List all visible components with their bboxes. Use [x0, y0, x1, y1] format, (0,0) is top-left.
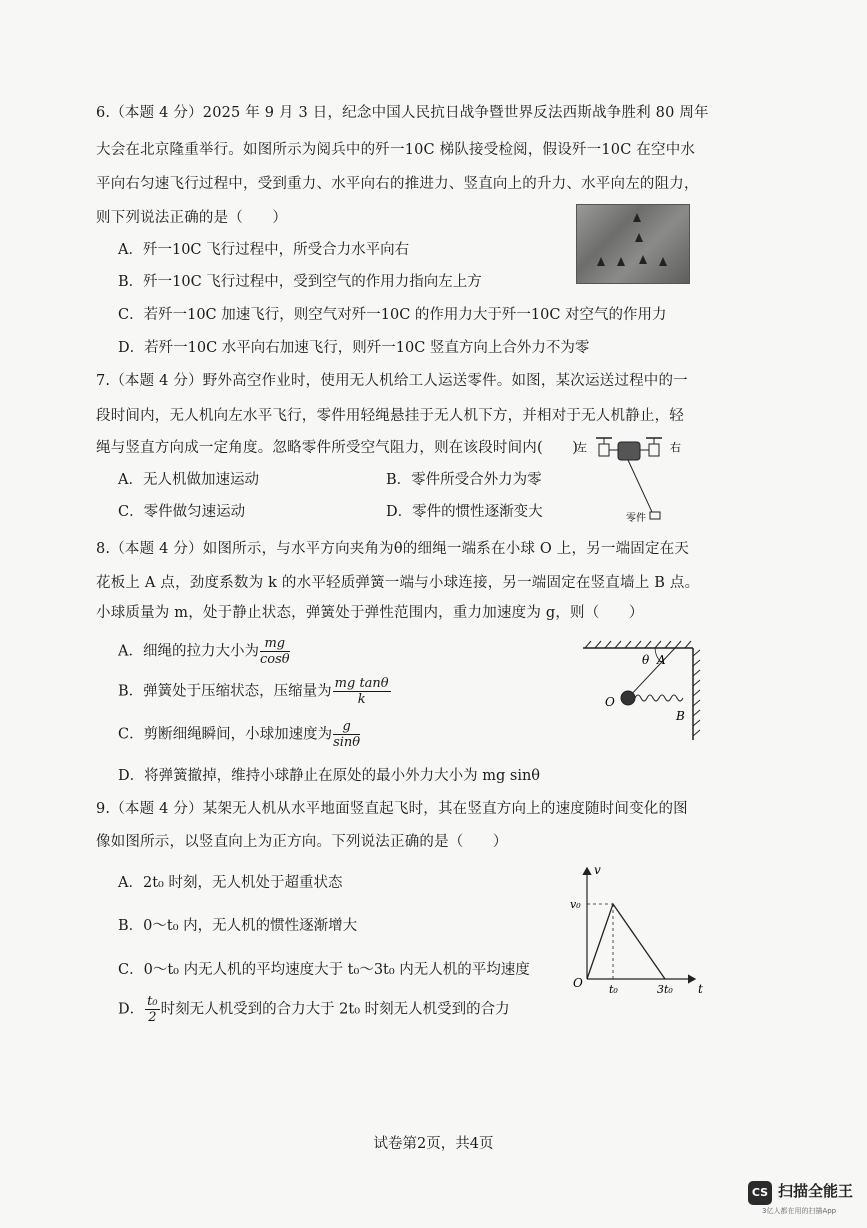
q9-line-2: 像如图所示，以竖直向上为正方向。下列说法正确的是（ ） — [96, 834, 508, 850]
fig-left-label: 左 — [576, 441, 587, 454]
point-b-label: B — [676, 709, 685, 723]
j10c-formation-photo — [576, 204, 690, 284]
camscanner-name: 扫描全能王 — [778, 1182, 854, 1200]
q6-option-b: B．歼一10C 飞行过程中，受到空气的作用力指向左上方 — [118, 274, 482, 290]
q8-option-c: C．剪断细绳瞬间，小球加速度为 $\frac{g}{\sin\theta}$ — [118, 719, 361, 750]
q7-option-a: A．无人机做加速运动 — [118, 472, 259, 488]
q9-option-c: C．0～t₀ 内无人机的平均速度大于 t₀～3t₀ 内无人机的平均速度 — [118, 962, 530, 978]
velocity-time-chart — [565, 860, 715, 1000]
q8-line-2: 花板上 A 点，劲度系数为 k 的水平轻质弹簧一端与小球连接，另一端固定在竖直墙上 B 点。 — [96, 575, 700, 591]
point-a-label: A — [657, 653, 666, 667]
t-axis-label: t — [698, 982, 703, 996]
q8-option-d: D．将弹簧撤掉，维持小球静止在原处的最小外力大小为 mg sinθ — [118, 768, 541, 784]
spring-ball-figure — [575, 640, 705, 745]
q8-line-3: 小球质量为 m，处于静止状态，弹簧处于弹性范围内，重力加速度为 g，则（ ） — [96, 605, 644, 621]
fig-right-label: 右 — [670, 441, 681, 454]
part-box — [650, 512, 660, 519]
q6-line-3: 平向右匀速飞行过程中，受到重力、水平向右的推进力、竖直向上的升力、水平向左的阻力， — [96, 176, 699, 192]
ball — [621, 691, 635, 705]
q7-option-d: D．零件的惯性逐渐变大 — [386, 504, 543, 520]
drone-body — [618, 442, 640, 460]
origin-label: O — [573, 976, 583, 990]
page-footer: 试卷第2页，共4页 — [373, 1136, 494, 1152]
q6-line-1: 6.（本题 4 分）2025 年 9 月 3 日，纪念中国人民抗日战争暨世界反法西斯战争胜利 80 周年 — [96, 105, 709, 121]
q9-option-a: A．2t₀ 时刻，无人机处于超重状态 — [118, 875, 343, 891]
camscanner-tagline: 3亿人都在用的扫描App — [762, 1207, 837, 1215]
rope — [628, 460, 652, 512]
t0-tick-label: t₀ — [609, 983, 618, 996]
q8-option-a: A．细绳的拉力大小为 $\frac{mg}{\cos\theta}$ — [118, 636, 290, 667]
q9-option-d: D． $\frac{\text{t₀}}{2}$ 时刻无人机受到的合力大于 2t₀ 时刻无人机受到的合力 — [118, 994, 510, 1025]
q6-option-c: C．若歼一10C 加速飞行，则空气对歼一10C 的作用力大于歼一10C 对空气的作用力 — [118, 307, 667, 323]
q6-option-d: D．若歼一10C 水平向右加速飞行，则歼一10C 竖直方向上合外力不为零 — [118, 340, 590, 356]
q8-option-b: B．弹簧处于压缩状态，压缩量为 $\frac{\text{mg tanθ}}{k}$ — [118, 676, 389, 707]
fig-part-label: 零件 — [626, 513, 646, 524]
v0-tick-label: v₀ — [570, 898, 581, 911]
q6-line-2: 大会在北京隆重举行。如图所示为阅兵中的歼一10C 梯队接受检阅，假设歼一10C 在空中水 — [96, 142, 696, 158]
camscanner-logo-icon: CS — [748, 1181, 772, 1205]
q7-option-b: B．零件所受合外力为零 — [386, 472, 542, 488]
3t0-tick-label: 3t₀ — [657, 983, 673, 996]
q7-option-c: C．零件做匀速运动 — [118, 504, 246, 520]
q6-option-a: A．歼一10C 飞行过程中，所受合力水平向右 — [118, 242, 410, 258]
q9-line-1: 9.（本题 4 分）某架无人机从水平地面竖直起飞时，其在竖直方向上的速度随时间变化的图 — [96, 801, 688, 817]
q6-line-4: 则下列说法正确的是（ ） — [96, 210, 288, 226]
theta-label: θ — [642, 653, 650, 667]
q7-line-3: 绳与竖直方向成一定角度。忽略零件所受空气阻力，则在该段时间内( ) — [96, 440, 579, 456]
q9-option-b: B．0～t₀ 内，无人机的惯性逐渐增大 — [118, 918, 358, 934]
velocity-series-line — [587, 904, 665, 979]
q7-line-2: 段时间内，无人机向左水平飞行，零件用轻绳悬挂于无人机下方，并相对于无人机静止，轻 — [96, 408, 684, 424]
q8-line-1: 8.（本题 4 分）如图所示，与水平方向夹角为θ的细绳一端系在小球 O 上，另一端固定在天 — [96, 541, 690, 557]
spring — [635, 695, 683, 701]
drone-figure — [570, 428, 685, 528]
point-o-label: O — [605, 695, 615, 709]
string — [628, 648, 675, 698]
q7-line-1: 7.（本题 4 分）野外高空作业时，使用无人机给工人运送零件。如图，某次运送过程中的一 — [96, 373, 688, 389]
v-axis-label: v — [594, 863, 601, 877]
